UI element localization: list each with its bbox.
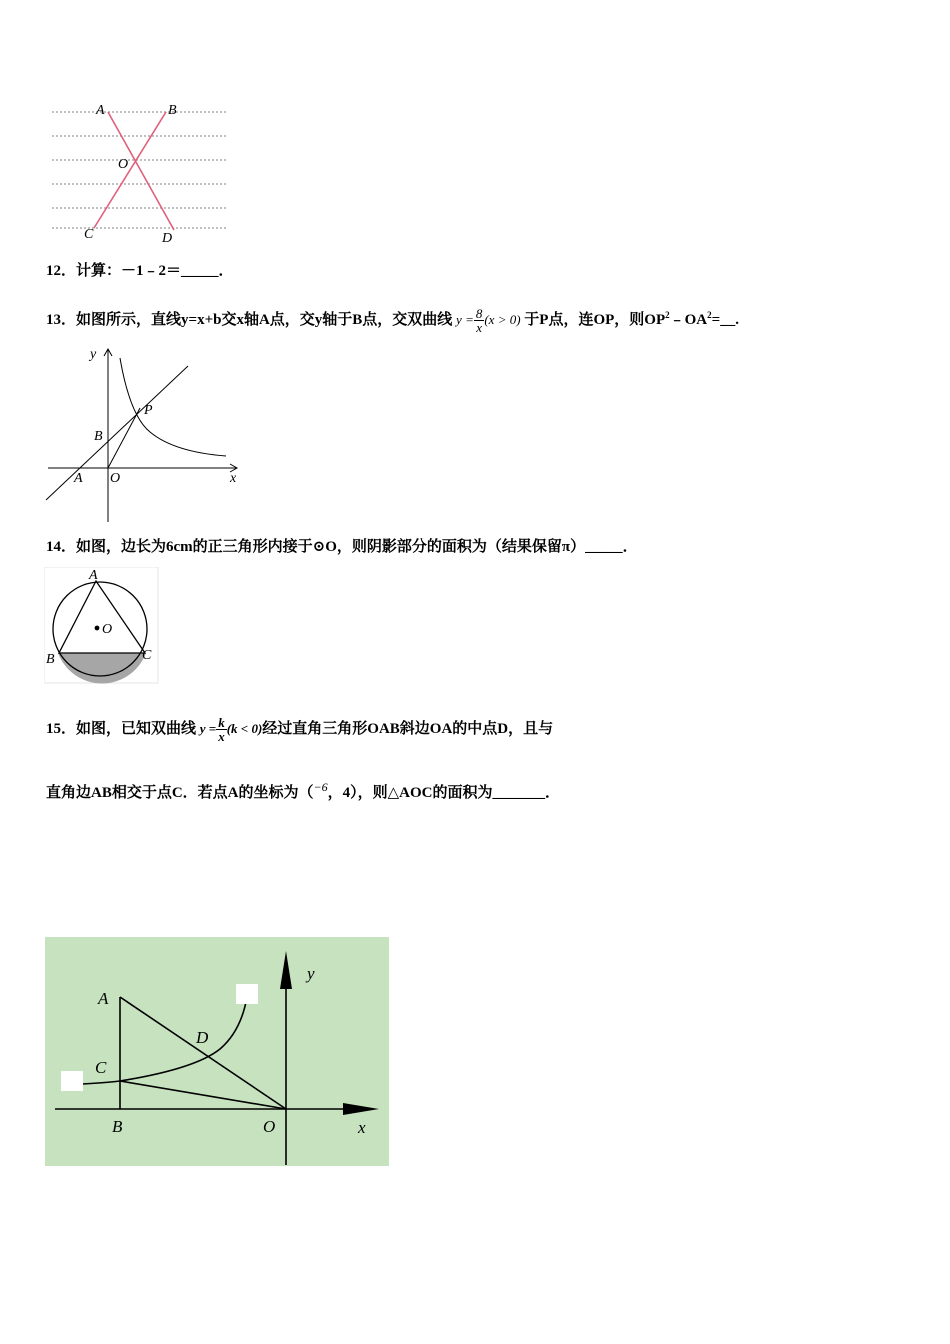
question-13-text-after: 于P点，连OP，则OP [524, 312, 666, 328]
point-label-d: D [162, 231, 173, 246]
point-label-a: A [98, 989, 109, 1008]
point-label-o: O [263, 1117, 276, 1136]
question-13-fraction [474, 307, 485, 334]
question-15-coord-x: −6 [313, 780, 328, 794]
question-15-formula-y: y = [199, 720, 217, 736]
question-15-line2-after: ，4），则△AOC的面积为_______． [327, 785, 560, 801]
question-15-fraction-num: k [218, 715, 225, 730]
figure-intersecting-lines [44, 98, 234, 250]
point-label-b: B [168, 103, 177, 118]
question-15-text-before: 如图，已知双曲线 [76, 720, 197, 737]
question-13-number: 13． [46, 312, 77, 328]
center-dot [95, 626, 100, 631]
question-13-formula-y: y = [456, 312, 474, 327]
question-14-text: 如图，边长为6cm的正三角形内接于⊙O，则阴影部分的面积为（结果保留π）_____． [76, 539, 638, 555]
point-label-p: P [144, 403, 153, 418]
axis-label-y: y [307, 964, 315, 983]
axis-label-x: x [230, 471, 237, 486]
shaded-segment [58, 653, 146, 683]
axis-label-y: y [90, 347, 97, 362]
point-label-b: B [46, 652, 55, 667]
point-label-d: D [196, 1028, 209, 1047]
question-13-fraction-num: 8 [475, 306, 483, 322]
question-13-text-end: =__. [711, 312, 739, 328]
figure-q15-triangle [45, 937, 389, 1166]
question-15-text-after: 经过直角三角形OAB斜边OA的中点D，且与 [262, 720, 554, 737]
question-15-fraction-den: x [218, 729, 225, 744]
point-label-b: B [94, 429, 103, 444]
segment-op [108, 408, 140, 468]
placeholder-box-top [236, 984, 258, 1004]
figure-q13-hyperbola [44, 344, 244, 526]
point-label-o: O [118, 157, 129, 172]
question-13-fraction-den: x [476, 320, 482, 336]
question-14-number: 14． [46, 539, 77, 555]
hyperbola-curve [120, 358, 226, 456]
question-15-condition: (k < 0) [226, 720, 263, 736]
question-13-sup1: 2 [665, 310, 670, 320]
question-14 [46, 537, 638, 557]
point-label-a: A [74, 471, 83, 486]
question-12-text: 计算：－1﹣2＝_____． [76, 263, 234, 279]
question-13-text-before: 如图所示，直线y=x+b交x轴A点，交y轴于B点，交双曲线 [76, 312, 453, 328]
question-15-line-2 [46, 777, 560, 803]
point-label-a: A [96, 103, 105, 118]
point-label-c: C [95, 1058, 107, 1077]
axis-label-x: x [358, 1118, 366, 1137]
question-12 [46, 261, 234, 281]
point-label-o: O [110, 471, 121, 486]
question-13-sup2: 2 [707, 310, 712, 320]
point-label-o: O [102, 622, 113, 637]
question-15-line-1 [46, 716, 553, 743]
question-15-number: 15． [46, 720, 77, 737]
question-13 [46, 305, 739, 334]
point-label-c: C [84, 227, 94, 242]
figure-q14-circle [44, 567, 160, 685]
point-label-a: A [89, 568, 98, 583]
line-bc [94, 112, 166, 228]
question-15-fraction [216, 716, 227, 743]
point-label-b: B [112, 1117, 123, 1136]
question-12-number: 12． [46, 263, 77, 279]
question-15-line2-before: 直角边AB相交于点C．若点A的坐标为（ [46, 785, 314, 801]
placeholder-box-left [61, 1071, 83, 1091]
question-13-condition: (x > 0) [484, 312, 521, 327]
point-label-c: C [142, 648, 152, 663]
question-13-text-mid: ﹣OA [669, 312, 708, 328]
